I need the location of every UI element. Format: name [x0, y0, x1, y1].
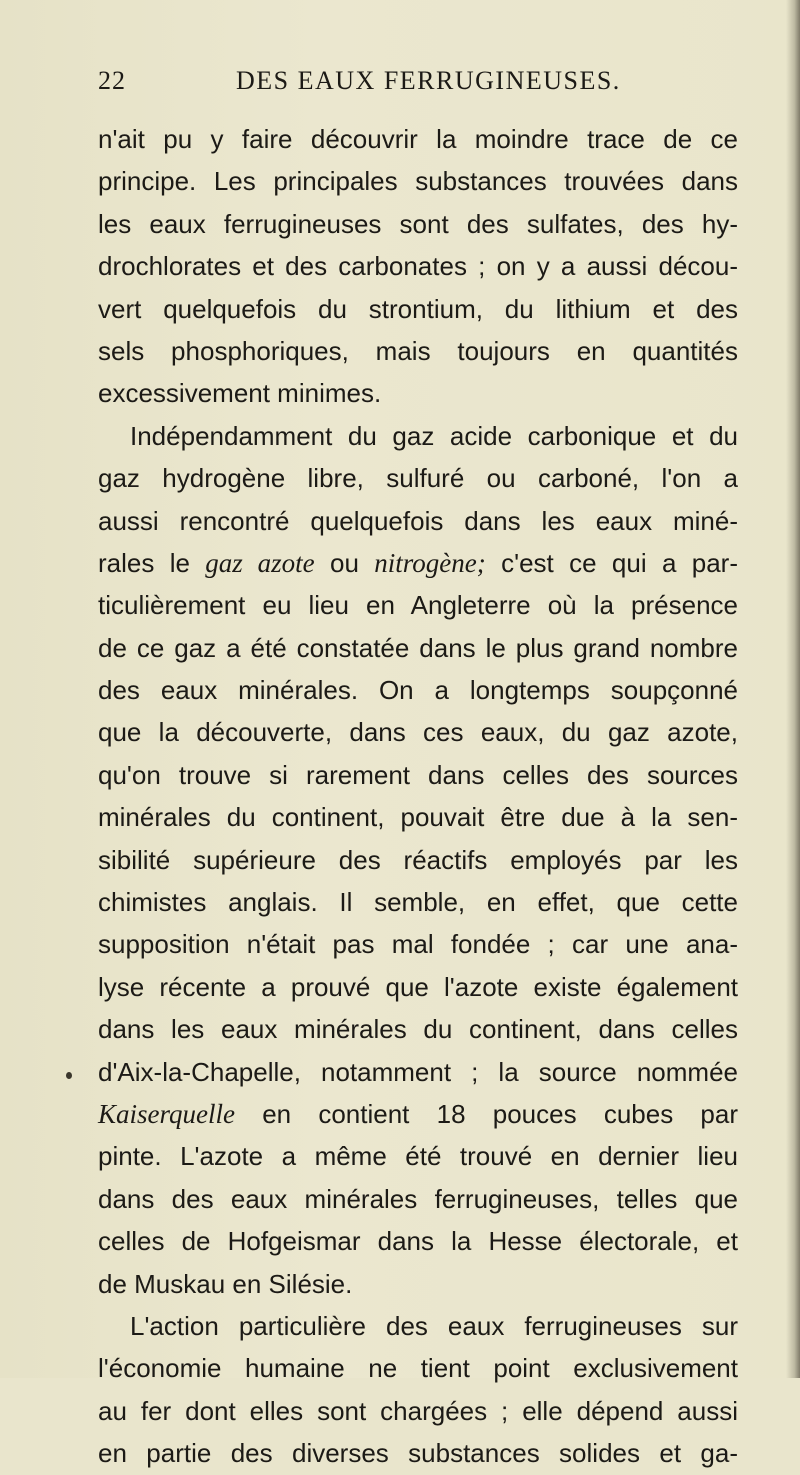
- paragraph-first-line: Indépendamment du gaz acide carbonique et du: [130, 420, 738, 451]
- page-edge-shadow: [786, 0, 800, 1378]
- text-line: en partie des diverses substances solides et ga-: [98, 1438, 738, 1469]
- text-line: minérales du continent, pouvait être due à la sen-: [98, 802, 738, 833]
- text-line: drochlorates et des carbonates ; on y a aussi décou-: [98, 251, 738, 282]
- text-line: dans des eaux minérales ferrugineuses, telles que: [98, 1183, 738, 1214]
- running-head: [0, 66, 800, 110]
- running-title: DES EAUX FERRUGINEUSES.: [236, 66, 621, 95]
- text-line: au fer dont elles sont chargées ; elle dépend aussi: [98, 1395, 738, 1426]
- text-line: ticulièrement eu lieu en Angleterre où la présence: [98, 590, 738, 621]
- text-line: vert quelquefois du strontium, du lithium et des: [98, 293, 738, 324]
- text-fragment: en contient 18 pouces cubes par: [234, 1098, 738, 1129]
- italic-term-gaz-azote: gaz azote: [205, 547, 315, 578]
- text-line: aussi rencontré quelquefois dans les eaux miné-: [98, 505, 738, 536]
- text-line: lyse récente a prouvé que l'azote existe également: [98, 971, 738, 1002]
- text-line: gaz hydrogène libre, sulfuré ou carboné, l'on a: [98, 463, 738, 494]
- text-line: n'ait pu y faire découvrir la moindre trace de ce: [98, 124, 738, 154]
- body-text: [98, 118, 738, 1475]
- text-line: d'Aix-la-Chapelle, notamment ; la source nommée: [98, 1056, 738, 1087]
- text-line: que la découverte, dans ces eaux, du gaz azote,: [98, 717, 738, 748]
- page-number: 22: [98, 66, 126, 95]
- text-line: qu'on trouve si rarement dans celles des sources: [98, 759, 738, 790]
- text-line: de Muskau en Silésie.: [98, 1268, 353, 1299]
- text-line: sibilité supérieure des réactifs employés par les: [98, 844, 738, 875]
- text-line: principe. Les principales substances trouvées dans: [98, 166, 738, 197]
- italic-term-kaiserquelle: Kaiserquelle: [98, 1098, 235, 1129]
- text-line: l'économie humaine ne tient point exclusivement: [98, 1353, 738, 1384]
- text-fragment: rales le: [98, 547, 206, 578]
- text-line: des eaux minérales. On a longtemps soupçonné: [98, 675, 738, 706]
- text-line-with-italics: [98, 1093, 738, 1135]
- paragraph-first-line: L'action particulière des eaux ferrugineuses sur: [130, 1310, 738, 1341]
- text-line: de ce gaz a été constatée dans le plus grand nombre: [98, 632, 738, 663]
- text-line: sels phosphoriques, mais toujours en quantités: [98, 335, 738, 366]
- italic-term-nitrogene: nitrogène;: [374, 547, 486, 578]
- text-line: pinte. L'azote a même été trouvé en dernier lieu: [98, 1141, 738, 1172]
- text-line: supposition n'était pas mal fondée ; car une ana-: [98, 929, 738, 960]
- text-line: celles de Hofgeismar dans la Hesse électorale, et: [98, 1226, 738, 1257]
- text-line: chimistes anglais. Il semble, en effet, que cette: [98, 887, 738, 918]
- text-fragment: ou: [314, 547, 375, 578]
- text-line-with-italics: [98, 542, 738, 584]
- text-line: dans les eaux minérales du continent, dans celles: [98, 1014, 738, 1045]
- text-line: excessivement minimes.: [98, 378, 382, 409]
- text-fragment: c'est ce qui a par-: [485, 547, 739, 578]
- text-line: les eaux ferrugineuses sont des sulfates, des hy-: [98, 208, 738, 239]
- ink-speck: [66, 1072, 72, 1079]
